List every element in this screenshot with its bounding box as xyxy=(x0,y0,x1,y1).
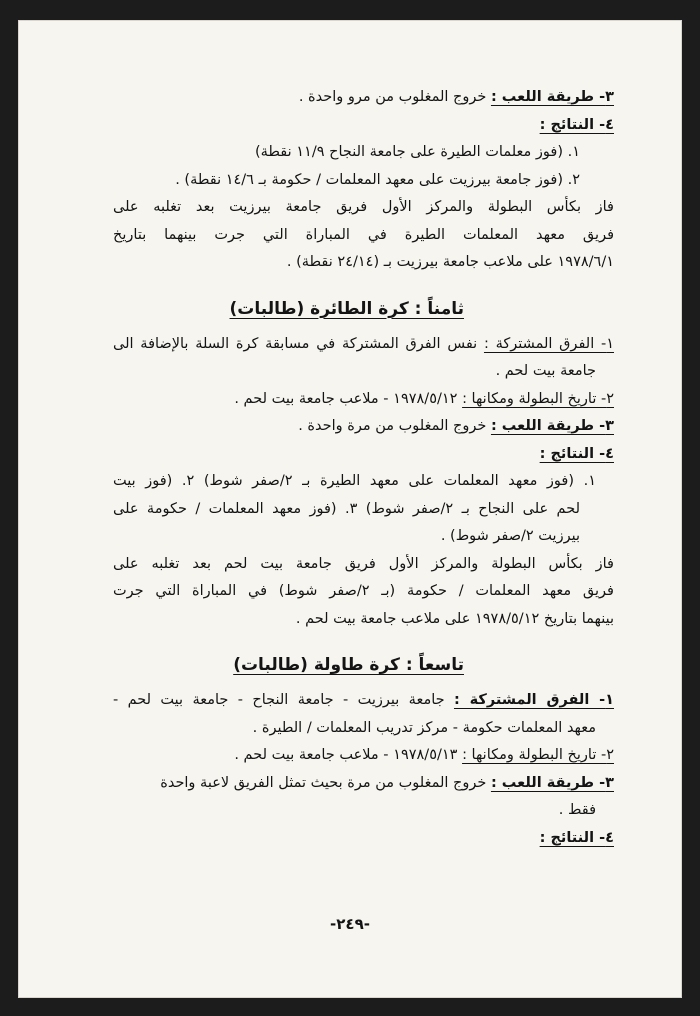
teams-text-s9: جامعة بيرزيت - جامعة النجاح - جامعة بيت لحم - xyxy=(113,692,445,708)
date-text-s9: ١٩٧٨/٥/١٣ - ملاعب جامعة بيت لحم . xyxy=(234,747,458,763)
play-method-cont-s9: فقط . xyxy=(558,802,596,818)
date-label-s9: ٢- تاريخ البطولة ومكانها : xyxy=(462,747,614,763)
play-method-label-s7: ٣- طريقة اللعب : xyxy=(490,89,614,105)
teams-cont-s8: جامعة بيت لحم . xyxy=(495,363,596,379)
result-item-s7-2: ٢. (فوز جامعة بيرزيت على معهد المعلمات / حكومة بـ ١٤/٦ نقطة) . xyxy=(175,171,580,188)
result-item-s7-1: ١. (فوز معلمات الطيرة على جامعة النجاح ١١/٩ نقطة) xyxy=(254,144,580,160)
page-number: -٢٤٩- xyxy=(330,915,370,933)
results-label-s8: ٤- النتائج : xyxy=(539,445,614,462)
summary-line-s7-3: ١٩٧٨/٦/١ على ملاعب جامعة بيرزيت بـ (٢٤/١٤ نقطة) . xyxy=(286,254,614,270)
teams-text-s8: نفس الفرق المشتركة في مسابقة كرة السلة بالإضافة الى xyxy=(113,335,478,352)
section-title-table-tennis: تاسعاً : كرة طاولة (طالبات) xyxy=(233,655,464,675)
result-line-s8-2: لحم على النجاح بـ ٢/صفر شوط) ٣. (فوز معهد المعلمات / حكومة على xyxy=(113,500,580,517)
play-method-label-s9: ٣- طريقة اللعب : xyxy=(490,774,614,791)
play-method-label-s8: ٣- طريقة اللعب : xyxy=(490,418,614,434)
play-method-text-s7: خروج المغلوب من مرو واحدة . xyxy=(298,89,487,105)
date-line-s9 xyxy=(113,742,614,770)
teams-cont-s9: معهد المعلمات حكومة - مركز تدريب المعلمات / الطيرة . xyxy=(252,719,596,736)
summary-line-s8-1: فاز بكأس البطولة والمركز الأول فريق جامعة بيت لحم بعد تغلبه على xyxy=(113,555,614,572)
teams-line-s9 xyxy=(113,687,614,715)
section-heading-volleyball xyxy=(113,293,614,325)
results-label-s9: ٤- النتائج : xyxy=(539,829,614,846)
results-line-s7 xyxy=(113,112,614,140)
teams-label-s9: ١- الفرق المشتركة : xyxy=(453,692,614,708)
summary-line-s7-2: فريق معهد المعلمات الطيرة في المباراة التي جرت بينهما بتاريخ xyxy=(113,226,614,243)
results-label-s7: ٤- النتائج : xyxy=(539,116,614,133)
results-line-s9 xyxy=(113,825,614,853)
results-line-s8 xyxy=(113,441,614,469)
summary-line-s7-1: فاز بكأس البطولة والمركز الأول فريق جامعة بيرزيت بعد تغلبه على xyxy=(113,199,614,215)
play-method-text-s9: خروج المغلوب من مرة بحيث تمثل الفريق لاعبة واحدة xyxy=(160,774,487,791)
summary-line-s8-3: بينهما بتاريخ ١٩٧٨/٥/١٢ على ملاعب جامعة بيت لحم . xyxy=(295,610,614,627)
play-method-line-s8 xyxy=(113,413,614,441)
date-line-s8 xyxy=(113,386,614,414)
summary-line-s8-2: فريق معهد المعلمات / حكومة (بـ ٢/صفر شوط) في المباراة التي جرت xyxy=(113,583,614,599)
section-title-volleyball: ثامناً : كرة الطائرة (طالبات) xyxy=(229,298,464,319)
teams-label-s8: ١- الفرق المشتركة : xyxy=(483,335,614,352)
document-page xyxy=(18,20,682,998)
play-method-line-s7 xyxy=(113,84,614,112)
section-heading-table-tennis xyxy=(113,649,614,681)
page-text xyxy=(113,84,614,852)
play-method-line-s9 xyxy=(113,770,614,798)
date-label-s8: ٢- تاريخ البطولة ومكانها : xyxy=(462,390,614,407)
date-text-s8: ١٩٧٨/٥/١٢ - ملاعب جامعة بيت لحم . xyxy=(234,390,458,407)
result-line-s8-1: ١. (فوز معهد المعلمات على معهد الطيرة بـ ٢/صفر شوط) ٢. (فوز بيت xyxy=(113,473,596,489)
result-line-s8-3: بيرزيت ٢/صفر شوط) . xyxy=(440,528,580,544)
play-method-text-s8: خروج المغلوب من مرة واحدة . xyxy=(298,418,487,434)
teams-line-s8 xyxy=(113,331,614,359)
